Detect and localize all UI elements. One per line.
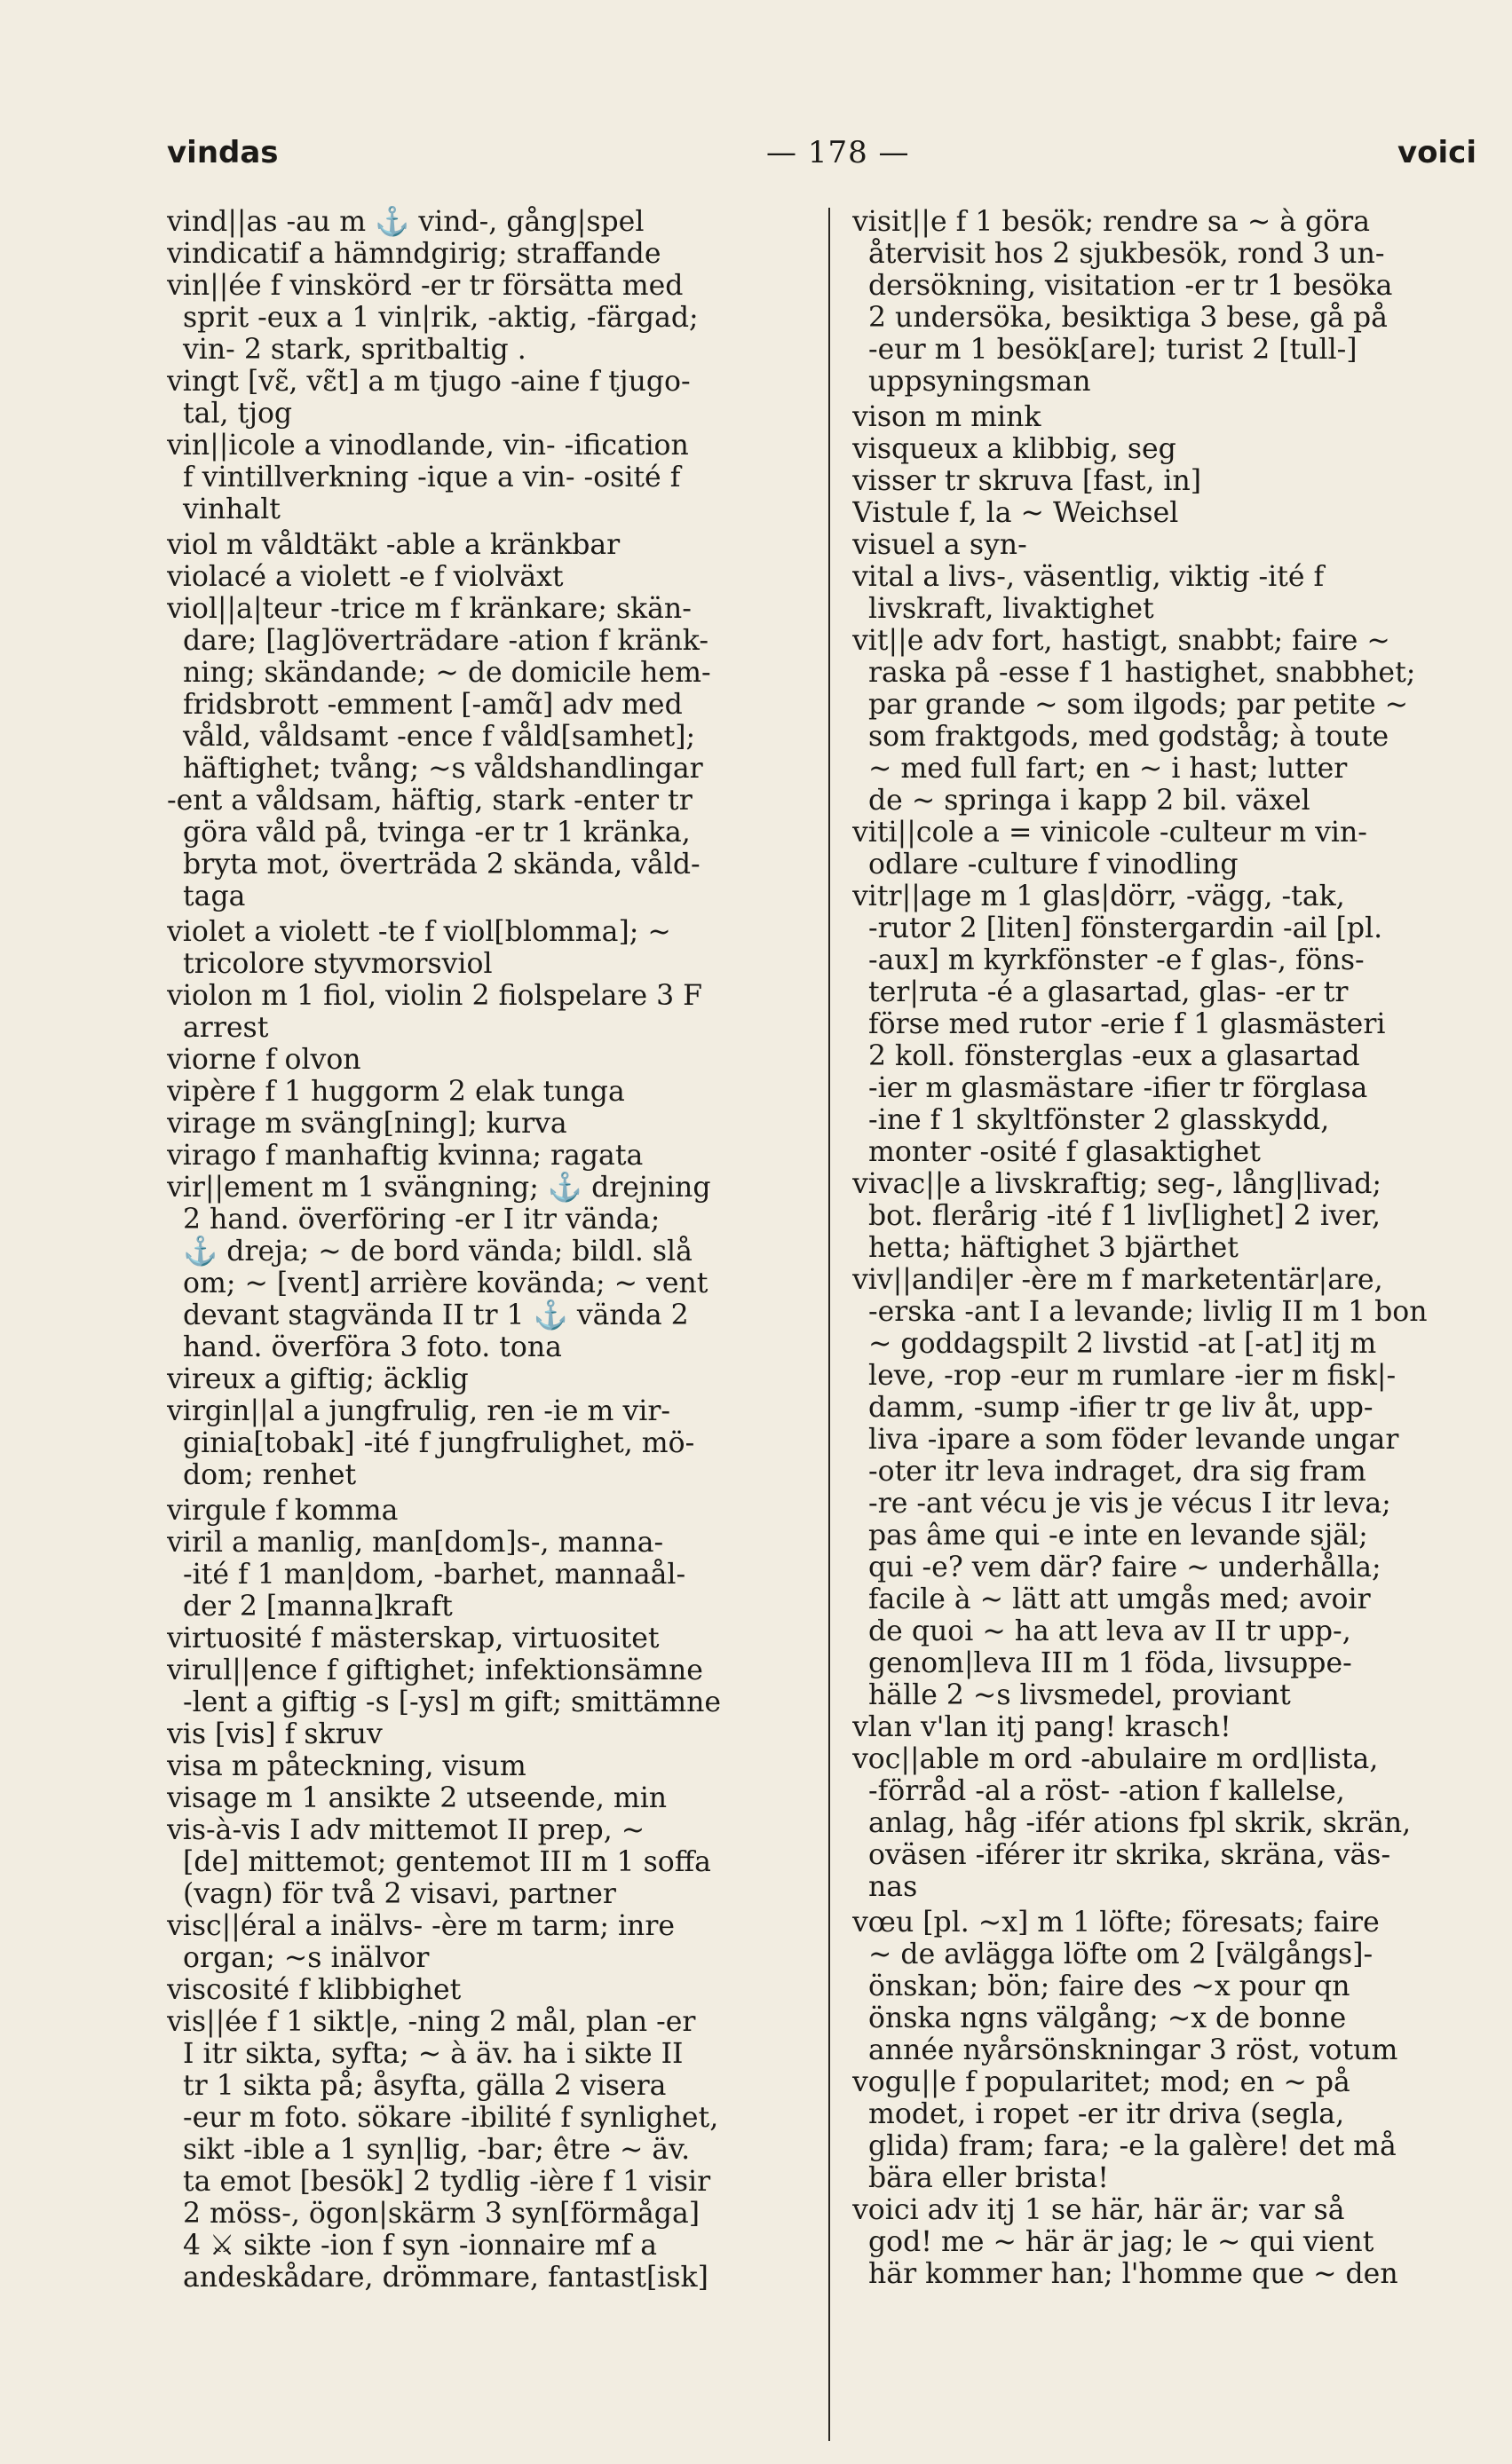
dictionary-line: vital a livs-, väsentlig, viktig -ité f	[852, 561, 1325, 593]
dictionary-line: -oter itr leva indraget, dra sig fram	[868, 1456, 1366, 1488]
dictionary-line: vin||icole a vinodlande, vin- -ification	[167, 430, 689, 462]
dictionary-line: (vagn) för två 2 visavi, partner	[183, 1878, 616, 1910]
dictionary-line: tr 1 sikta på; åsyfta, gälla 2 visera	[183, 2070, 667, 2102]
dictionary-line: de quoi ~ ha att leva av II tr upp-,	[868, 1615, 1351, 1647]
dictionary-line: visit||e f 1 besök; rendre sa ~ à göra	[852, 206, 1371, 238]
dictionary-line: vogu||e f popularitet; mod; en ~ på	[852, 2066, 1350, 2098]
dictionary-line: glida) fram; fara; -e la galère! det må	[868, 2130, 1397, 2162]
dictionary-line: återvisit hos 2 sjukbesök, rond 3 un-	[868, 238, 1385, 270]
dictionary-line: raska på -esse f 1 hastighet, snabbhet;	[868, 657, 1416, 689]
dictionary-line: vlan v'lan itj pang! krasch!	[852, 1711, 1231, 1743]
dictionary-line: viorne f olvon	[167, 1044, 361, 1076]
dictionary-line: förse med rutor -erie f 1 glasmästeri	[868, 1008, 1386, 1040]
dictionary-line: viv||andi|er -ère m f marketentär|are,	[852, 1264, 1383, 1296]
dictionary-line: devant stagvända II tr 1 ⚓ vända 2	[183, 1299, 689, 1331]
dictionary-line: nas	[868, 1871, 918, 1903]
dictionary-line: vin||ée f vinskörd -er tr försätta med	[167, 270, 684, 302]
dictionary-line: virago f manhaftig kvinna; ragata	[167, 1140, 644, 1172]
dictionary-line: -rutor 2 [liten] fönstergardin -ail [pl.	[868, 912, 1383, 944]
dictionary-line: hälle 2 ~s livsmedel, proviant	[868, 1679, 1291, 1711]
dictionary-line: dersökning, visitation -er tr 1 besöka	[868, 270, 1393, 302]
dictionary-line: andeskådare, drömmare, fantast[isk]	[183, 2262, 709, 2294]
dictionary-line: f vintillverkning -ique a vin- -osité f	[183, 462, 681, 494]
dictionary-line: -ine f 1 skyltfönster 2 glasskydd,	[868, 1104, 1330, 1136]
dictionary-line: virgule f komma	[167, 1495, 399, 1527]
dictionary-line: visc||éral a inälvs- -ère m tarm; inre	[167, 1910, 676, 1942]
dictionary-line: vingt [vɛ̃, vɛ̃t] a m tjugo -aine f tjugo-	[167, 366, 691, 398]
dictionary-line: visa m påteckning, visum	[167, 1750, 526, 1782]
dictionary-line: dom; renhet	[183, 1459, 357, 1491]
dictionary-line: våld, våldsamt -ence f våld[samhet];	[183, 721, 696, 753]
dictionary-line: de ~ springa i kapp 2 bil. växel	[868, 785, 1310, 817]
dictionary-line: 2 hand. överföring -er I itr vända;	[183, 1204, 661, 1236]
dictionary-line: vis [vis] f skruv	[167, 1718, 383, 1750]
dictionary-line: uppsyningsman	[868, 366, 1091, 398]
dictionary-line: livskraft, livaktighet	[868, 593, 1154, 625]
dictionary-line: vœu [pl. ~x] m 1 löfte; föresats; faire	[852, 1907, 1380, 1939]
dictionary-line: vis-à-vis I adv mittemot II prep, ~	[167, 1814, 645, 1846]
dictionary-line: par grande ~ som ilgods; par petite ~	[868, 689, 1409, 721]
dictionary-line: häftighet; tvång; ~s våldshandlingar	[183, 753, 703, 785]
dictionary-line: vindicatif a hämndgirig; straffande	[167, 238, 661, 270]
dictionary-line: önskan; bön; faire des ~x pour qn	[868, 1970, 1350, 2002]
dictionary-line: vis||ée f 1 sikt|e, -ning 2 mål, plan -er	[167, 2006, 696, 2038]
dictionary-line: vinhalt	[183, 494, 281, 525]
dictionary-line: viol||a|teur -trice m f kränkare; skän-	[167, 593, 692, 625]
dictionary-line: hand. överföra 3 foto. tona	[183, 1331, 562, 1363]
dictionary-line: 2 undersöka, besiktiga 3 bese, gå på	[868, 302, 1388, 334]
dictionary-line: damm, -sump -ifier tr ge liv åt, upp-	[868, 1392, 1373, 1424]
dictionary-line: viscosité f klibbighet	[167, 1974, 462, 2006]
dictionary-line: ~ med full fart; en ~ i hast; lutter	[868, 753, 1348, 785]
dictionary-line: 4 ⚔ sikte -ion f syn -ionnaire mf a	[183, 2230, 658, 2262]
dictionary-line: visage m 1 ansikte 2 utseende, min	[167, 1782, 668, 1814]
dictionary-line: viril a manlig, man[dom]s-, manna-	[167, 1527, 664, 1559]
dictionary-line: -ent a våldsam, häftig, stark -enter tr	[167, 785, 693, 817]
dictionary-line: monter -osité f glasaktighet	[868, 1136, 1261, 1168]
dictionary-line: önska ngns välgång; ~x de bonne	[868, 2002, 1347, 2034]
dictionary-line: tal, tjog	[183, 398, 293, 430]
dictionary-line: virul||ence f giftighet; infektionsämne	[167, 1655, 703, 1686]
dictionary-line: virtuosité f mästerskap, virtuositet	[167, 1623, 660, 1655]
dictionary-line: organ; ~s inälvor	[183, 1942, 430, 1974]
dictionary-line: violacé a violett -e f violväxt	[167, 561, 564, 593]
dictionary-line: I itr sikta, syfta; ~ à äv. ha i sikte II	[183, 2038, 684, 2070]
dictionary-line: ter|ruta -é a glasartad, glas- -er tr	[868, 976, 1349, 1008]
dictionary-line: viti||cole a = vinicole -culteur m vin-	[852, 817, 1367, 849]
dictionary-line: pas âme qui -e inte en levande själ;	[868, 1520, 1368, 1552]
dictionary-line: -ier m glasmästare -ifier tr förglasa	[868, 1072, 1368, 1104]
dictionary-line: ⚓ dreja; ~ de bord vända; bildl. slå	[183, 1236, 693, 1268]
dictionary-line: -förråd -al a röst- -ation f kallelse,	[868, 1775, 1345, 1807]
dictionary-line: tricolore styvmorsviol	[183, 948, 493, 980]
dictionary-line: bära eller brista!	[868, 2162, 1109, 2194]
dictionary-line: facile à ~ lätt att umgås med; avoir	[868, 1583, 1371, 1615]
dictionary-line: -re -ant vécu je vis je vécus I itr leva;	[868, 1488, 1391, 1520]
dictionary-line: god! me ~ här är jag; le ~ qui vient	[868, 2226, 1374, 2258]
dictionary-line: taga	[183, 881, 246, 912]
dictionary-line: ning; skändande; ~ de domicile hem-	[183, 657, 711, 689]
dictionary-line: ~ goddagspilt 2 livstid -at [-at] itj m	[868, 1328, 1377, 1360]
dictionary-line: -erska -ant I a levande; livlig II m 1 bon	[868, 1296, 1428, 1328]
dictionary-line: liva -ipare a som föder levande ungar	[868, 1424, 1399, 1456]
dictionary-line: vir||ement m 1 svängning; ⚓ drejning	[167, 1172, 711, 1204]
dictionary-line: der 2 [manna]kraft	[183, 1591, 453, 1623]
dictionary-line: voici adv itj 1 se här, här är; var så	[852, 2194, 1345, 2226]
dictionary-line: [de] mittemot; gentemot III m 1 soffa	[183, 1846, 711, 1878]
dictionary-line: vin- 2 stark, spritbaltig .	[183, 334, 526, 366]
dictionary-line: bot. flerårig -ité f 1 liv[lighet] 2 iver,	[868, 1200, 1381, 1232]
dictionary-line: odlare -culture f vinodling	[868, 849, 1239, 881]
dictionary-line: -eur m 1 besök[are]; turist 2 [tull-]	[868, 334, 1358, 366]
dictionary-line: qui -e? vem där? faire ~ underhålla;	[868, 1552, 1381, 1583]
dictionary-line: virgin||al a jungfrulig, ren -ie m vir-	[167, 1395, 671, 1427]
dictionary-line: vipère f 1 huggorm 2 elak tunga	[167, 1076, 625, 1108]
dictionary-line: ta emot [besök] 2 tydlig -ière f 1 visir	[183, 2166, 711, 2198]
dictionary-line: fridsbrott -emment [-amɑ̃] adv med	[183, 689, 683, 721]
dictionary-line: hetta; häftighet 3 bjärthet	[868, 1232, 1239, 1264]
right-column	[852, 206, 1488, 2290]
dictionary-line: sprit -eux a 1 vin|rik, -aktig, -färgad;	[183, 302, 699, 334]
dictionary-line: som fraktgods, med godståg; à toute	[868, 721, 1389, 753]
dictionary-line: ~ de avlägga löfte om 2 [välgångs]-	[868, 1939, 1373, 1970]
dictionary-line: 2 möss-, ögon|skärm 3 syn[förmåga]	[183, 2198, 701, 2230]
dictionary-line: vison m mink	[852, 401, 1041, 433]
dictionary-line: vit||e adv fort, hastigt, snabbt; faire ~	[852, 625, 1390, 657]
dictionary-line: -ité f 1 man|dom, -barhet, mannaål-	[183, 1559, 686, 1591]
dictionary-line: dare; [lag]överträdare -ation f kränk-	[183, 625, 709, 657]
dictionary-line: vireux a giftig; äcklig	[167, 1363, 469, 1395]
dictionary-line: année nyårsönskningar 3 röst, votum	[868, 2034, 1398, 2066]
dictionary-line: vitr||age m 1 glas|dörr, -vägg, -tak,	[852, 881, 1345, 912]
dictionary-line: sikt -ible a 1 syn|lig, -bar; être ~ äv.	[183, 2134, 691, 2166]
dictionary-line: visuel a syn-	[852, 529, 1027, 561]
left-column	[167, 206, 803, 2294]
dictionary-line: -aux] m kyrkfönster -e f glas-, föns-	[868, 944, 1365, 976]
dictionary-line: -eur m foto. sökare -ibilité f synlighet,	[183, 2102, 719, 2134]
dictionary-line: modet, i ropet -er itr driva (segla,	[868, 2098, 1345, 2130]
dictionary-line: visser tr skruva [fast, in]	[852, 465, 1202, 497]
dictionary-line: vivac||e a livskraftig; seg-, lång|livad;	[852, 1168, 1382, 1200]
dictionary-line: viol m våldtäkt -able a kränkbar	[167, 529, 621, 561]
dictionary-line: genom|leva III m 1 föda, livsuppe-	[868, 1647, 1352, 1679]
dictionary-line: visqueux a klibbig, seg	[852, 433, 1176, 465]
right-guide-word: voici	[1397, 135, 1476, 170]
dictionary-line: virage m sväng[ning]; kurva	[167, 1108, 567, 1140]
dictionary-line: om; ~ [vent] arrière kovända; ~ vent	[183, 1268, 709, 1299]
dictionary-line: leve, -rop -eur m rumlare -ier m fisk|-	[868, 1360, 1397, 1392]
dictionary-line: ginia[tobak] -ité f jungfrulighet, mö-	[183, 1427, 695, 1459]
dictionary-line: violon m 1 fiol, violin 2 fiolspelare 3 F	[167, 980, 703, 1012]
dictionary-line: voc||able m ord -abulaire m ord|lista,	[852, 1743, 1379, 1775]
column-divider	[828, 208, 830, 2441]
left-guide-word: vindas	[167, 135, 279, 170]
dictionary-line: arrest	[183, 1012, 269, 1044]
dictionary-line: här kommer han; l'homme que ~ den	[868, 2258, 1398, 2290]
dictionary-line: göra våld på, tvinga -er tr 1 kränka,	[183, 817, 691, 849]
dictionary-line: violet a violett -te f viol[blomma]; ~	[167, 916, 671, 948]
dictionary-line: anlag, håg -ifér ations fpl skrik, skrän,	[868, 1807, 1412, 1839]
dictionary-line: vind||as -au m ⚓ vind-, gång|spel	[167, 206, 645, 238]
dictionary-line: Vistule f, la ~ Weichsel	[852, 497, 1179, 529]
dictionary-line: bryta mot, överträda 2 skända, våld-	[183, 849, 701, 881]
dictionary-line: -lent a giftig -s [-ys] m gift; smittämne	[183, 1686, 722, 1718]
page-number: — 178 —	[766, 135, 910, 170]
dictionary-line: 2 koll. fönsterglas -eux a glasartad	[868, 1040, 1360, 1072]
dictionary-line: oväsen -iférer itr skrika, skräna, väs-	[868, 1839, 1391, 1871]
page-header	[167, 124, 1476, 181]
